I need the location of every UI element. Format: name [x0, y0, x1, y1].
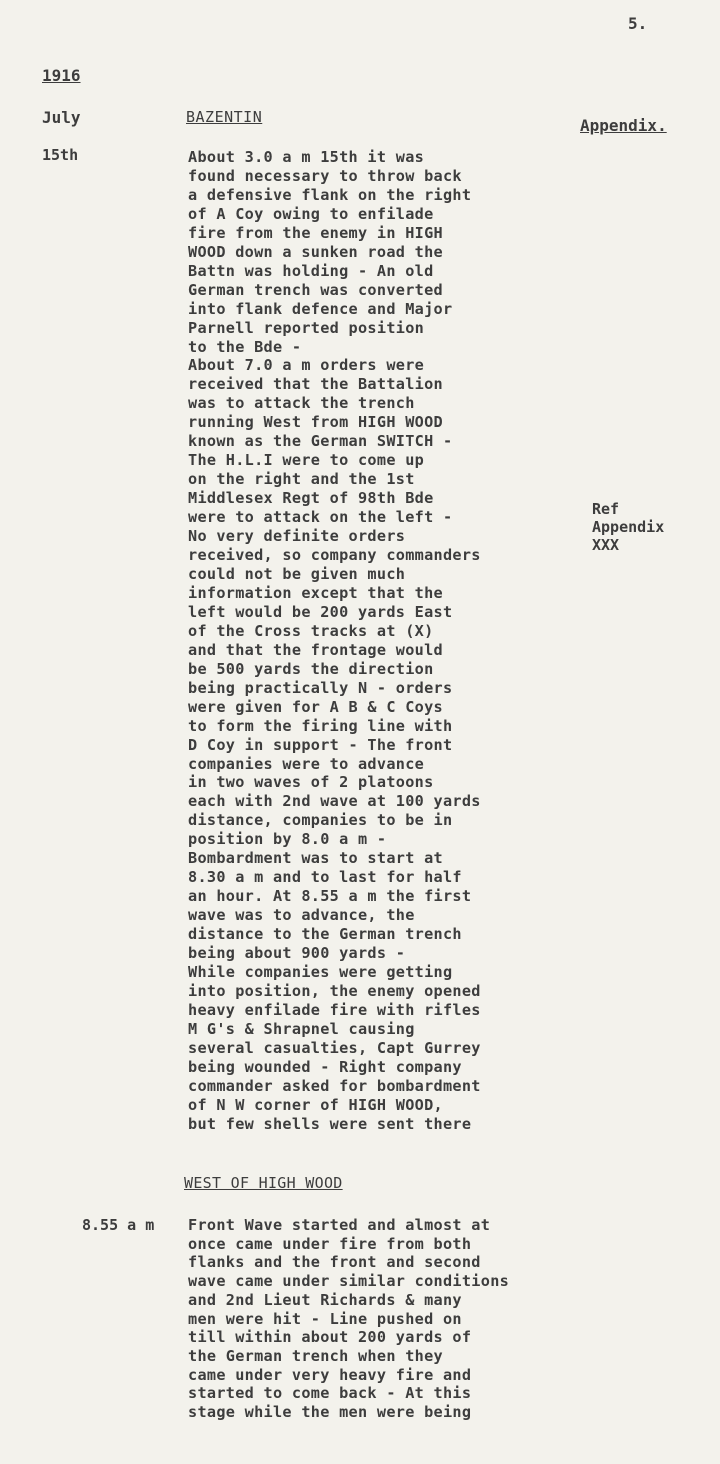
text-line: of A Coy owing to enfilade — [188, 204, 434, 223]
text-line: known as the German SWITCH - — [188, 432, 453, 451]
text-line: Middlesex Regt of 98th Bde — [188, 489, 434, 508]
text-line: distance, companies to be in — [188, 811, 453, 830]
text-line: distance to the German trench — [188, 925, 462, 944]
margin-reference — [592, 500, 664, 554]
text-line: to the Bde - — [188, 337, 302, 356]
text-line: companies were to advance — [188, 754, 425, 773]
text-line: a defensive flank on the right — [188, 185, 472, 204]
text-line: of N W corner of HIGH WOOD, — [188, 1095, 443, 1114]
margin-ref-line: XXX — [592, 536, 620, 554]
text-line: received that the Battalion — [188, 375, 443, 394]
text-line: in two waves of 2 platoons — [188, 773, 434, 792]
text-line: the German trench when they — [188, 1346, 443, 1365]
entry-body — [188, 148, 481, 1134]
text-line: being wounded - Right company — [188, 1057, 462, 1076]
text-line: wave came under similar conditions — [188, 1272, 510, 1291]
text-line: into flank defence and Major — [188, 299, 453, 318]
text-line: position by 8.0 a m - — [188, 830, 387, 849]
text-line: once came under fire from both — [188, 1234, 472, 1253]
text-line: each with 2nd wave at 100 yards — [188, 792, 481, 811]
text-line: heavy enfilade fire with rifles — [188, 1000, 481, 1019]
text-line: stage while the men were being — [188, 1403, 472, 1422]
text-line: to form the firing line with — [188, 716, 453, 735]
text-line: on the right and the 1st — [188, 470, 415, 489]
section-heading: WEST OF HIGH WOOD — [184, 1174, 343, 1192]
text-line: were given for A B & C Coys — [188, 697, 443, 716]
text-line: came under very heavy fire and — [188, 1365, 472, 1384]
text-line: While companies were getting — [188, 962, 453, 981]
text-line: WOOD down a sunken road the — [188, 242, 443, 261]
entry-body-2 — [188, 1216, 509, 1422]
text-line: Parnell reported position — [188, 318, 425, 337]
text-line: flanks and the front and second — [188, 1253, 481, 1272]
text-line: left would be 200 yards East — [188, 602, 453, 621]
margin-ref-line: Appendix — [592, 518, 665, 536]
text-line: information except that the — [188, 583, 443, 602]
text-line: be 500 yards the direction — [188, 659, 434, 678]
month-label: July — [42, 108, 81, 127]
text-line: of the Cross tracks at (X) — [188, 621, 434, 640]
text-line: running West from HIGH WOOD — [188, 413, 443, 432]
text-line: received, so company commanders — [188, 546, 481, 565]
text-line: started to come back - At this — [188, 1384, 472, 1403]
text-line: and 2nd Lieut Richards & many — [188, 1290, 462, 1309]
text-line: were to attack on the left - — [188, 508, 453, 527]
text-line: being practically N - orders — [188, 678, 453, 697]
text-line: Battn was holding - An old — [188, 261, 434, 280]
text-line: till within about 200 yards of — [188, 1328, 472, 1347]
text-line: D Coy in support - The front — [188, 735, 453, 754]
appendix-label: Appendix. — [580, 116, 667, 135]
text-line: M G's & Shrapnel causing — [188, 1019, 415, 1038]
year-heading: 1916 — [42, 66, 81, 85]
text-line: an hour. At 8.55 a m the first — [188, 887, 472, 906]
text-line: 8.30 a m and to last for half — [188, 868, 462, 887]
text-line: being about 900 yards - — [188, 944, 406, 963]
text-line: could not be given much — [188, 564, 406, 583]
text-line: found necessary to throw back — [188, 166, 462, 185]
text-line: and that the frontage would — [188, 640, 443, 659]
text-line: fire from the enemy in HIGH — [188, 223, 443, 242]
text-line: men were hit - Line pushed on — [188, 1309, 462, 1328]
text-line: The H.L.I were to come up — [188, 451, 425, 470]
margin-ref-line: Ref — [592, 500, 620, 518]
text-line: into position, the enemy opened — [188, 981, 481, 1000]
location-heading: BAZENTIN — [186, 108, 263, 126]
text-line: About 3.0 a m 15th it was — [188, 148, 425, 166]
entry-date: 15th — [42, 146, 79, 164]
text-line: About 7.0 a m orders were — [188, 356, 425, 375]
text-line: several casualties, Capt Gurrey — [188, 1038, 481, 1057]
text-line: wave was to advance, the — [188, 906, 415, 925]
text-line: No very definite orders — [188, 527, 406, 546]
page-number: 5. — [628, 14, 648, 33]
text-line: German trench was converted — [188, 280, 443, 299]
text-line: but few shells were sent there — [188, 1114, 472, 1133]
text-line: Front Wave started and almost at — [188, 1216, 491, 1234]
text-line: was to attack the trench — [188, 394, 415, 413]
text-line: commander asked for bombardment — [188, 1076, 481, 1095]
entry-time: 8.55 a m — [82, 1216, 155, 1234]
text-line: Bombardment was to start at — [188, 849, 443, 868]
